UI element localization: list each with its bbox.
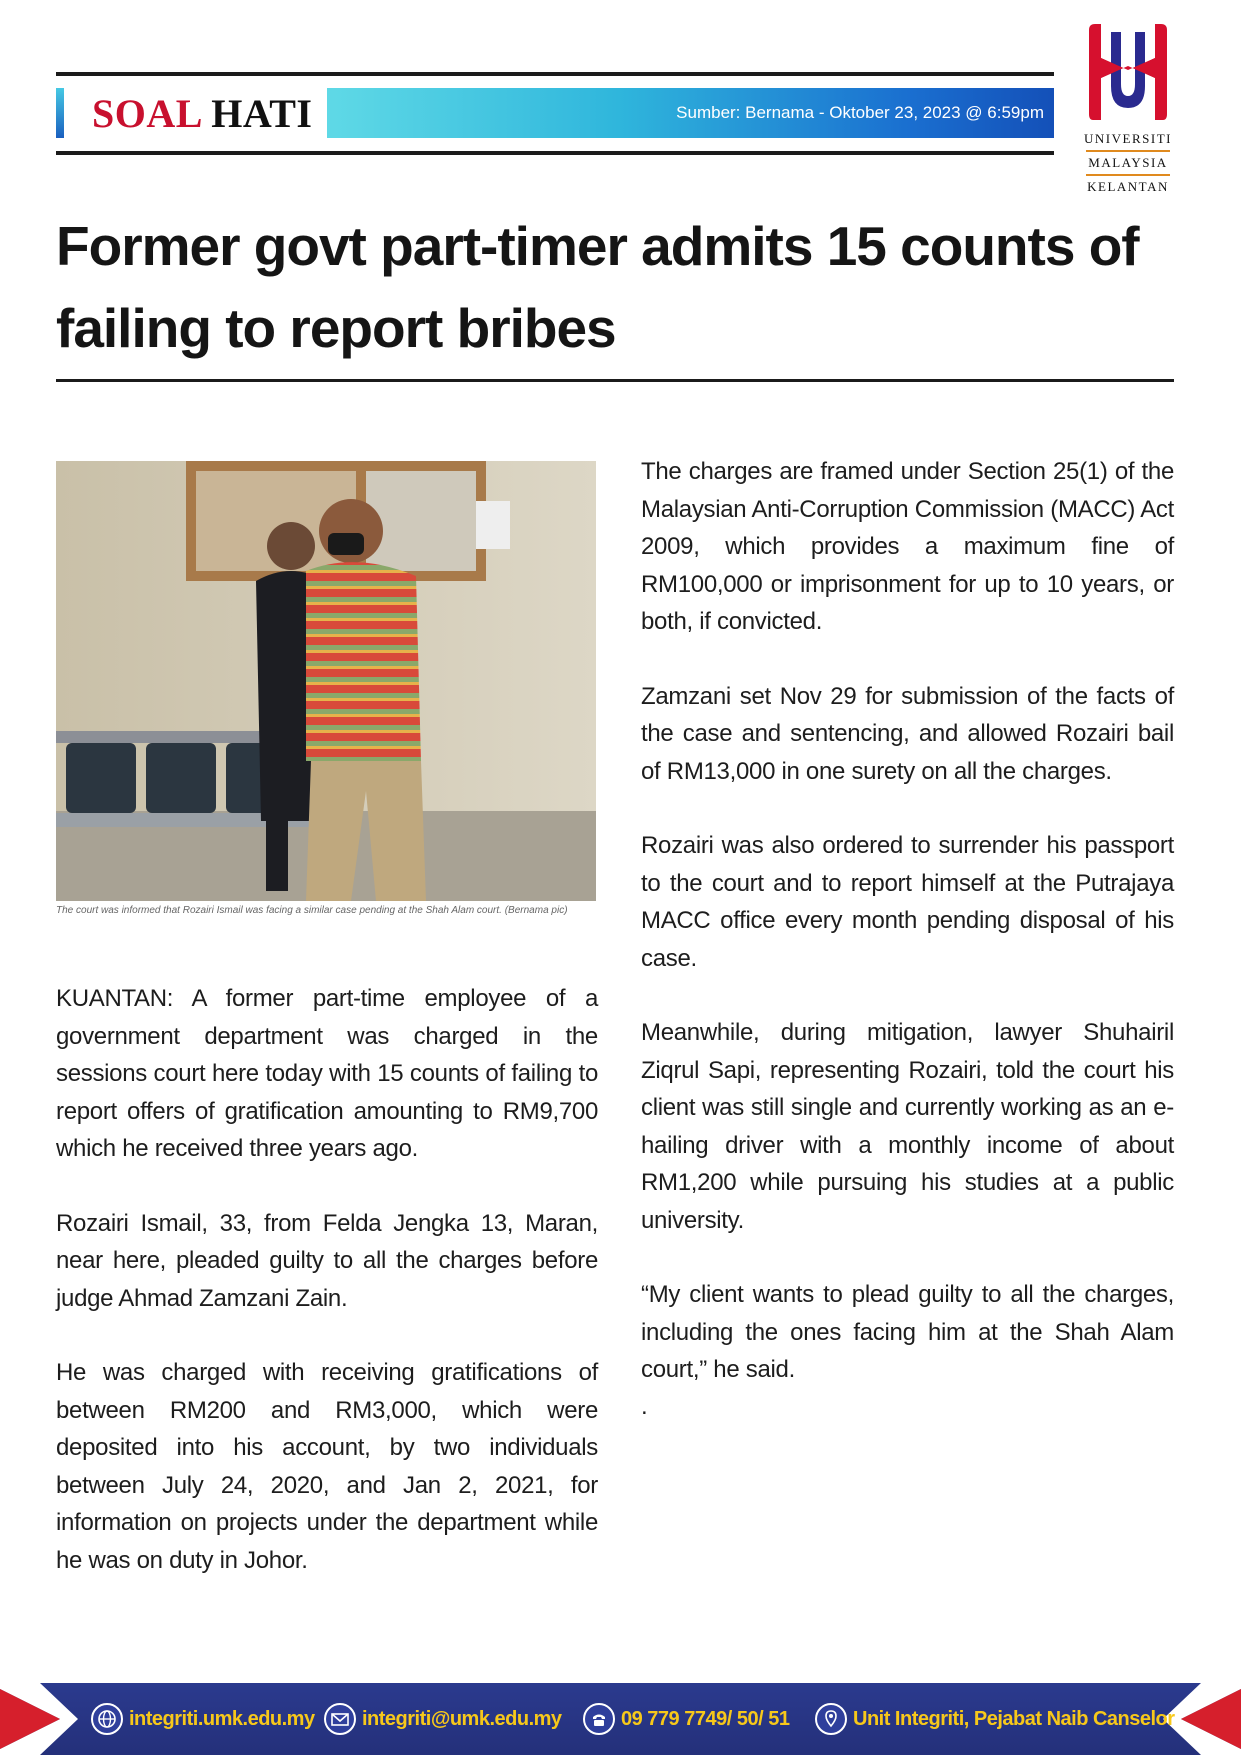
logo-line-malaysia: MALAYSIA bbox=[1088, 155, 1168, 170]
article-paragraph: The charges are framed under Section 25(1) of the Malaysian Anti-Corruption Commission (MACC) Act 2009, which provides a maximum fine of RM100,000 or imprisonment for up to 10 years, or both, if convicted. bbox=[641, 458, 1174, 635]
article-paragraph: Rozairi Ismail, 33, from Felda Jengka 13, Maran, near here, pleaded guilty to all the charges before judge Ahmad Zamzani Zain. bbox=[56, 1209, 598, 1312]
umk-emblem-icon bbox=[1085, 24, 1171, 124]
left-chevron-icon bbox=[0, 1683, 80, 1755]
contact-footer bbox=[0, 1683, 1241, 1755]
trailing-mark: . bbox=[641, 1393, 648, 1420]
footer-email-text: integriti@umk.edu.my bbox=[362, 1707, 562, 1730]
article-headline: Former govt part-timer admits 15 counts of failing to report bribes bbox=[56, 215, 1139, 359]
brand-title bbox=[92, 90, 313, 138]
article-paragraph: He was charged with receiving gratifications of between RM200 and RM3,000, which were deposited into his account, by two individuals between July 24, 2020, and Jan 2, 2021, for information on projects under the department while he was on duty in Johor. bbox=[56, 1359, 598, 1574]
header-bottom-rule bbox=[56, 151, 1054, 155]
article-column-left bbox=[56, 980, 598, 1616]
umk-logo bbox=[1082, 24, 1174, 196]
brand-word-soal: SOAL bbox=[92, 91, 201, 136]
globe-icon bbox=[91, 1703, 123, 1735]
header-top-rule bbox=[56, 72, 1054, 76]
article-paragraph: Zamzani set Nov 29 for submission of the facts of the case and sentencing, and allowed Rozairi bail of RM13,000 in one surety on all the charges. bbox=[641, 682, 1174, 785]
footer-phone-text: 09 779 7749/ 50/ 51 bbox=[621, 1707, 790, 1730]
logo-divider bbox=[1086, 174, 1170, 176]
footer-website-text: integriti.umk.edu.my bbox=[129, 1707, 315, 1730]
article-paragraph: Meanwhile, during mitigation, lawyer Shuhairil Ziqrul Sapi, representing Rozairi, told the court his client was still single and currently working as an e-hailing driver with a monthly income of about RM1,200 while pursuing his studies at a public university. bbox=[641, 1019, 1174, 1234]
footer-email[interactable] bbox=[324, 1703, 562, 1735]
article-paragraph: KUANTAN: A former part-time employee of a government department was charged in the sessions court here today with 15 counts of failing to report offers of gratification amounting to RM9,700 which he received three years ago. bbox=[56, 985, 598, 1162]
footer-website[interactable] bbox=[91, 1703, 315, 1735]
court-photo-illustration bbox=[56, 461, 596, 901]
logo-line-universiti: UNIVERSITI bbox=[1084, 131, 1172, 146]
umk-logo-text bbox=[1082, 130, 1174, 196]
source-text: Sumber: Bernama - Oktober 23, 2023 @ 6:59pm bbox=[676, 103, 1044, 122]
photo-caption: The court was informed that Rozairi Ismail was facing a similar case pending at the Shah Alam court. (Bernama pic) bbox=[56, 905, 568, 916]
envelope-icon bbox=[324, 1703, 356, 1735]
news-photo bbox=[56, 461, 596, 901]
brand-accent-bar bbox=[56, 88, 64, 138]
logo-line-kelantan: KELANTAN bbox=[1087, 179, 1169, 194]
article-column-right bbox=[641, 453, 1174, 1426]
headline-rule bbox=[56, 379, 1174, 382]
article-paragraph: “My client wants to plead guilty to all the charges, including the ones facing him at the Shah Alam court,” he said. bbox=[641, 1281, 1174, 1383]
footer-office[interactable] bbox=[815, 1703, 1175, 1735]
location-icon bbox=[815, 1703, 847, 1735]
footer-office-text: Unit Integriti, Pejabat Naib Canselor bbox=[853, 1707, 1175, 1730]
article-paragraph: Rozairi was also ordered to surrender his passport to the court and to report himself at the Putrajaya MACC office every month pending disposal of his case. bbox=[641, 832, 1174, 972]
logo-divider bbox=[1086, 150, 1170, 152]
phone-icon bbox=[583, 1703, 615, 1735]
brand-word-hati: HATI bbox=[211, 91, 313, 136]
source-banner bbox=[327, 88, 1054, 138]
footer-phone[interactable] bbox=[583, 1703, 789, 1735]
